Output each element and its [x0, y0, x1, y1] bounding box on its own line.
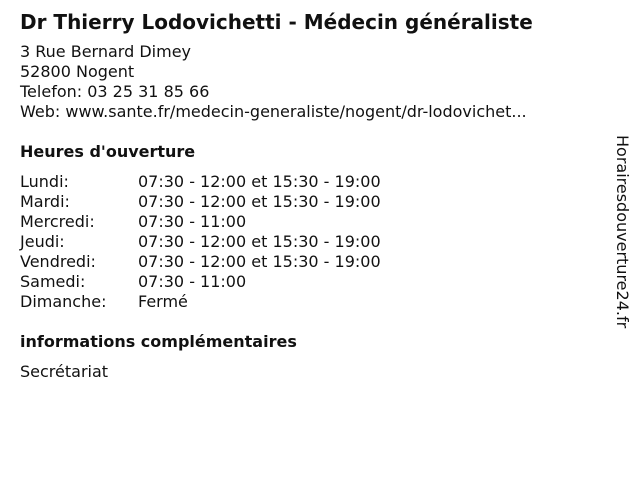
address-street: 3 Rue Bernard Dimey: [20, 42, 191, 61]
contact-block: [20, 42, 610, 122]
info-text: Secrétariat: [20, 362, 109, 381]
hours-row-lundi: [20, 172, 610, 192]
day-label: Vendredi:: [20, 252, 96, 271]
hours-heading: Heures d'ouverture: [20, 142, 196, 161]
day-hours: 07:30 - 12:00 et 15:30 - 19:00: [138, 252, 381, 271]
address-city: 52800 Nogent: [20, 62, 135, 81]
day-label: Mercredi:: [20, 212, 95, 231]
day-label: Lundi:: [20, 172, 69, 191]
page-title: Dr Thierry Lodovichetti - Médecin généraliste: [20, 10, 533, 34]
hours-row-vendredi: [20, 252, 610, 272]
day-hours: 07:30 - 11:00: [138, 272, 247, 291]
day-label: Dimanche:: [20, 292, 107, 311]
phone-number: Telefon: 03 25 31 85 66: [20, 82, 210, 101]
hours-row-mercredi: [20, 212, 610, 232]
day-hours: 07:30 - 11:00: [138, 212, 247, 231]
day-hours: Fermé: [138, 292, 188, 311]
hours-row-mardi: [20, 192, 610, 212]
day-hours: 07:30 - 12:00 et 15:30 - 19:00: [138, 192, 381, 211]
day-hours: 07:30 - 12:00 et 15:30 - 19:00: [138, 232, 381, 251]
page-content: [20, 8, 610, 382]
hours-row-jeudi: [20, 232, 610, 252]
day-label: Samedi:: [20, 272, 86, 291]
day-label: Mardi:: [20, 192, 70, 211]
info-heading: informations complémentaires: [20, 332, 297, 351]
day-label: Jeudi:: [20, 232, 65, 251]
site-watermark: Horairesdouverture24.fr: [613, 135, 632, 329]
hours-table: [20, 172, 610, 312]
day-hours: 07:30 - 12:00 et 15:30 - 19:00: [138, 172, 381, 191]
hours-row-dimanche: [20, 292, 610, 312]
hours-row-samedi: [20, 272, 610, 292]
website-link[interactable]: Web: www.sante.fr/medecin-generaliste/nogent/dr-lodovichet...: [20, 102, 527, 121]
